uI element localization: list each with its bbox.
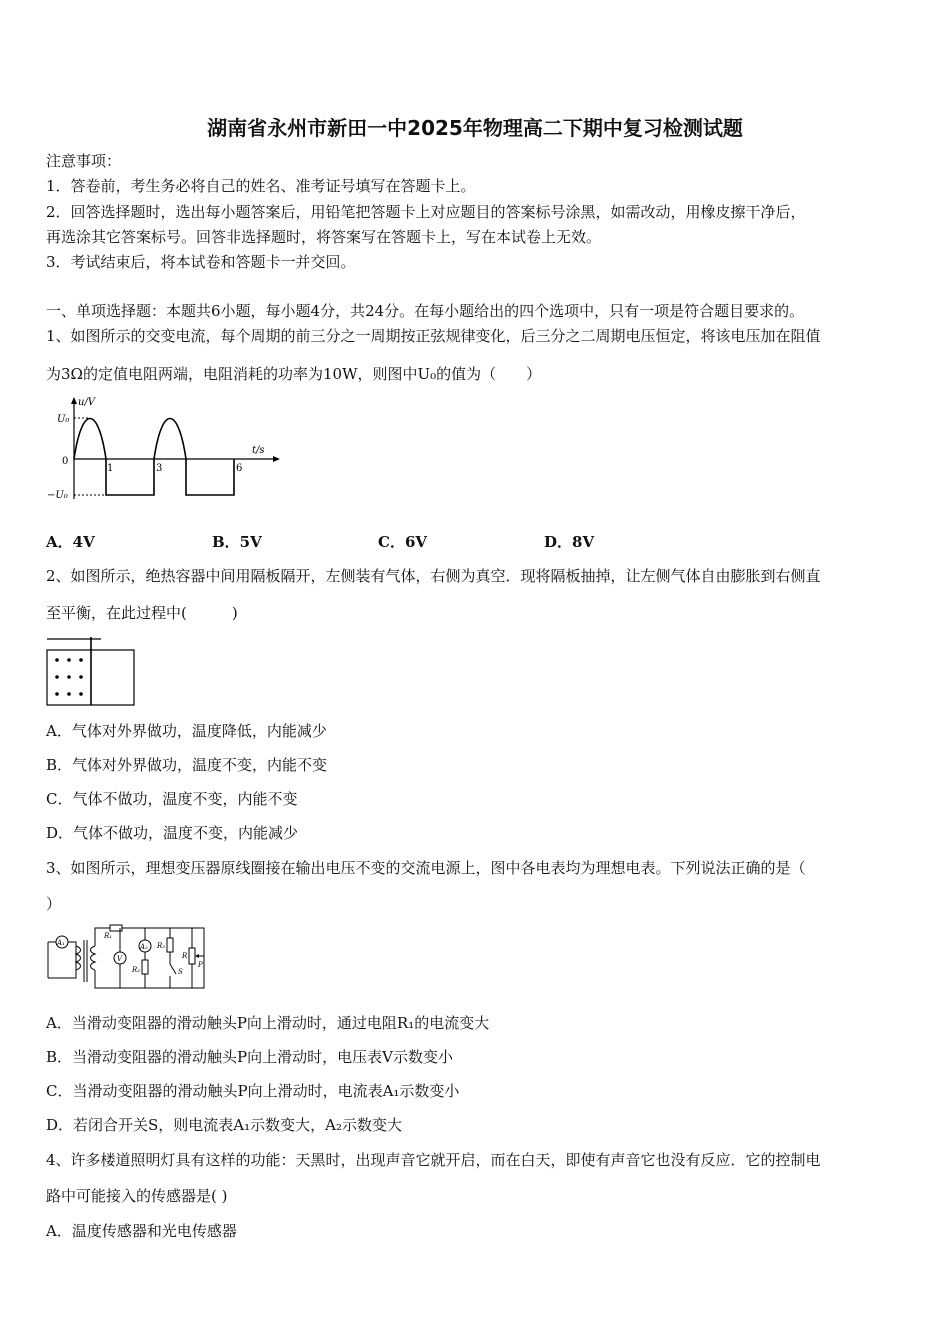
q1-option-d[interactable]: D．8V xyxy=(544,533,595,551)
q3-option-c[interactable]: C．当滑动变阻器的滑动触头P向上滑动时，电流表A₁示数变小 xyxy=(46,1082,460,1100)
q1-voltage-graph xyxy=(44,395,284,505)
origin-label: 0 xyxy=(62,456,69,467)
sine-hump-1 xyxy=(74,419,106,460)
x-axis-label: t/s xyxy=(252,445,265,456)
notice-item: 1．答卷前，考生务必将自己的姓名、准考证号填写在答题卡上。 xyxy=(46,177,476,195)
label-a2: A₂ xyxy=(140,943,148,951)
label-r1: R₁ xyxy=(104,932,113,940)
q3-circuit-figure xyxy=(44,922,210,994)
sine-hump-2 xyxy=(154,419,186,460)
label-r2: R₂ xyxy=(132,966,141,974)
q2-option-d[interactable]: D．气体不做功，温度不变，内能减少 xyxy=(46,824,299,842)
tick-label: 6 xyxy=(236,463,243,474)
label-r3: R₃ xyxy=(157,942,166,950)
q2-option-a[interactable]: A．气体对外界做功，温度降低，内能减少 xyxy=(46,722,327,740)
y-axis-label: u/V xyxy=(78,397,96,408)
tick-label: 1 xyxy=(107,463,114,474)
rheostat-r xyxy=(189,948,195,964)
q3-stem-line1: 3、如图所示，理想变压器原线圈接在输出电压不变的交流电源上，图中各电表均为理想电表。下列说法正确的是（ xyxy=(46,859,806,877)
q3-option-a[interactable]: A．当滑动变阻器的滑动触头P向上滑动时，通过电阻R₁的电流变大 xyxy=(46,1014,490,1032)
gas-particles xyxy=(55,658,83,696)
negative-segment-2 xyxy=(186,459,234,495)
q4-stem-line1: 4、许多楼道照明灯具有这样的功能：天黑时，出现声音它就开启，而在白天，即使有声音它也没有反应．它的控制电 xyxy=(46,1151,821,1169)
section-heading: 一、单项选择题：本题共6小题，每小题4分，共24分。在每小题给出的四个选项中，只有一项是符合题目要求的。 xyxy=(46,302,805,320)
q3-stem-line2: ） xyxy=(46,895,62,913)
resistor-r2 xyxy=(142,960,148,974)
q1-stem-line2: 为3Ω的定值电阻两端，电阻消耗的功率为10W，则图中U₀的值为（ ） xyxy=(46,365,542,383)
q1-option-c[interactable]: C．6V xyxy=(378,533,428,551)
notice-item: 3．考试结束后，将本试卷和答题卡一并交回。 xyxy=(46,253,356,271)
notice-heading: 注意事项： xyxy=(46,152,122,170)
q4-option-a[interactable]: A．温度传感器和光电传感器 xyxy=(46,1222,237,1240)
q1-option-a[interactable]: A．4V xyxy=(46,533,95,551)
q2-option-b[interactable]: B．气体对外界做功，温度不变，内能不变 xyxy=(46,756,328,774)
tick-label: 3 xyxy=(156,463,163,474)
notice-item: 2．回答选择题时，选出每小题答案后，用铅笔把答题卡上对应题目的答案标号涂黑，如需改动，用橡皮擦干净后， xyxy=(46,203,806,221)
q2-stem-line1: 2、如图所示，绝热容器中间用隔板隔开，左侧装有气体，右侧为真空．现将隔板抽掉，让左侧气体自由膨胀到右侧直 xyxy=(46,567,821,585)
label-r: R xyxy=(182,952,188,960)
label-s: S xyxy=(178,968,183,976)
q3-option-b[interactable]: B．当滑动变阻器的滑动触头P向上滑动时，电压表V示数变小 xyxy=(46,1048,453,1066)
q4-stem-line2: 路中可能接入的传感器是( ) xyxy=(46,1187,228,1205)
q2-stem-line2: 至平衡，在此过程中( ) xyxy=(46,604,238,622)
resistor-r3 xyxy=(167,938,173,952)
label-a1: A₁ xyxy=(57,939,65,947)
q3-option-d[interactable]: D．若闭合开关S，则电流表A₁示数变大，A₂示数变大 xyxy=(46,1116,402,1134)
q2-option-c[interactable]: C．气体不做功，温度不变，内能不变 xyxy=(46,790,298,808)
q1-option-b[interactable]: B．5V xyxy=(212,533,262,551)
notice-item: 再选涂其它答案标号。回答非选择题时，将答案写在答题卡上，写在本试卷上无效。 xyxy=(46,228,602,246)
label-p: P xyxy=(198,961,203,969)
q1-stem-line1: 1、如图所示的交变电流，每个周期的前三分之一周期按正弦规律变化，后三分之二周期电压恒定，将该电压加在阻值 xyxy=(46,327,821,345)
q1-options xyxy=(46,533,710,551)
neg-u0-label: −U₀ xyxy=(47,490,68,501)
label-v: V xyxy=(117,955,123,963)
page-title: 湖南省永州市新田一中2025年物理高二下期中复习检测试题 xyxy=(207,116,743,140)
u0-label: U₀ xyxy=(57,414,70,425)
q2-container-figure xyxy=(44,634,138,708)
